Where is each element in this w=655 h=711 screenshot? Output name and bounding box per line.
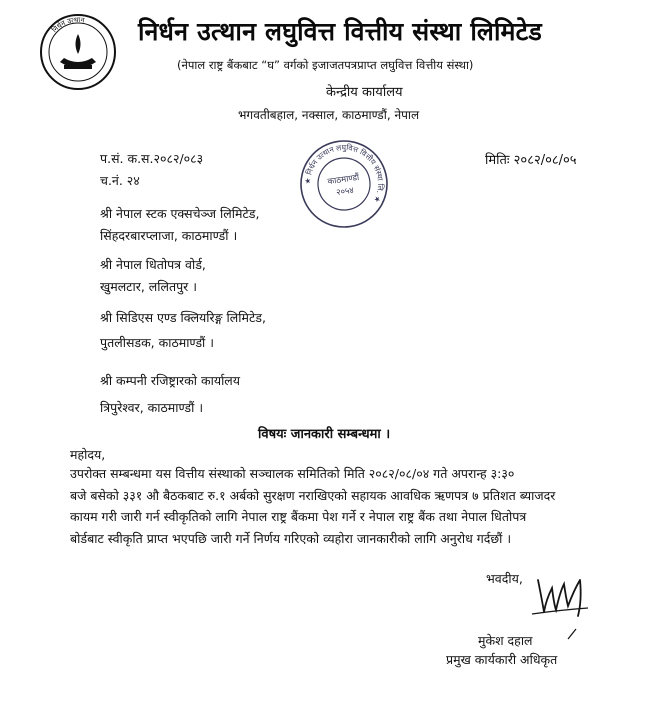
body-line: उपरोक्त सम्बन्धमा यस वित्तीय संस्थाको सञ्चालक समितिको मिति २०८२/०८/०४ गते अपरान्ह ३:३०: [70, 466, 515, 481]
recipient-4-name: श्री कम्पनी रजिष्ट्रारको कार्यालय: [100, 373, 241, 388]
recipient-1-address: सिंहदरबारप्लाजा, काठमाण्डौं ।: [100, 228, 238, 243]
organization-subtitle: (नेपाल राष्ट्र बैंकबाट “घ” वर्गको इजाजतपत्रप्राप्त लघुवित्त वित्तीय संस्था): [177, 58, 474, 72]
office-label: केन्द्रीय कार्यालय: [326, 85, 403, 100]
letter-subject: विषयः जानकारी सम्बन्धमा ।: [258, 427, 391, 442]
logo-text: निर्धन उत्थान: [50, 15, 85, 35]
organization-logo: [38, 12, 118, 92]
recipient-4-address: त्रिपुरेश्वर, काठमाण्डौं ।: [100, 400, 204, 415]
organization-name: निर्धन उत्थान लघुवित्त वित्तीय संस्था लिमिटेड: [138, 17, 542, 46]
letter-date: मितिः २०८२/०८/०५: [485, 153, 577, 168]
signer-name: मुकेश दहाल: [478, 633, 533, 648]
recipient-2-address: खुमलटार, ललितपुर ।: [100, 279, 198, 294]
signer-title: प्रमुख कार्यकारी अधिकृत: [446, 652, 558, 667]
office-stamp: [298, 138, 390, 230]
letter-body: [70, 463, 610, 549]
stamp-place: काठमाण्डौं: [327, 172, 360, 188]
salutation: महोदय,: [70, 447, 106, 462]
recipient-3-name: श्री सिडिएस एण्ड क्लियरिङ्ग लिमिटेड,: [100, 310, 266, 325]
stamp-outer-text: ★ निर्धन उत्थान लघुवित्त वित्तीय संस्था लि. ★: [302, 142, 386, 205]
signature-tick: [566, 626, 578, 640]
handwritten-signature: [530, 570, 592, 620]
reference-number: प.सं. क.स.२०८२/०८३: [100, 151, 204, 166]
recipient-2-name: श्री नेपाल धितोपत्र वोर्ड,: [100, 257, 206, 272]
closing: भवदीय,: [486, 571, 523, 586]
svg-text:निर्धन उत्थान: [50, 16, 85, 34]
recipient-3-address: पुतलीसडक, काठमाण्डौं ।: [100, 335, 215, 350]
dispatch-number: च.नं. २४: [100, 173, 140, 188]
recipient-1-name: श्री नेपाल स्टक एक्सचेञ्ज लिमिटेड,: [100, 206, 260, 221]
stamp-year: २०५४: [335, 185, 355, 199]
organization-address: भगवतीबहाल, नक्साल, काठमाण्डौं, नेपाल: [238, 108, 420, 122]
body-line: बजे बसेको ३३१ औ बैठकबाट रु.१ अर्बको सुरक्षण नराखिएको सहायक आवधिक ऋणपत्र ७ प्रतिशत ब्याजदर: [70, 487, 556, 503]
body-line: कायम गरी जारी गर्न स्वीकृतिको लागि नेपाल राष्ट्र बैंकमा पेश गर्ने र नेपाल राष्ट्र बैंक तथा नेपाल धितोपत्र: [70, 509, 527, 524]
body-line: बोर्डबाट स्वीकृति प्राप्त भएपछि जारी गर्ने निर्णय गरिएको व्यहोरा जानकारीको लागि अनुरोध गर्दछौं ।: [70, 530, 512, 546]
